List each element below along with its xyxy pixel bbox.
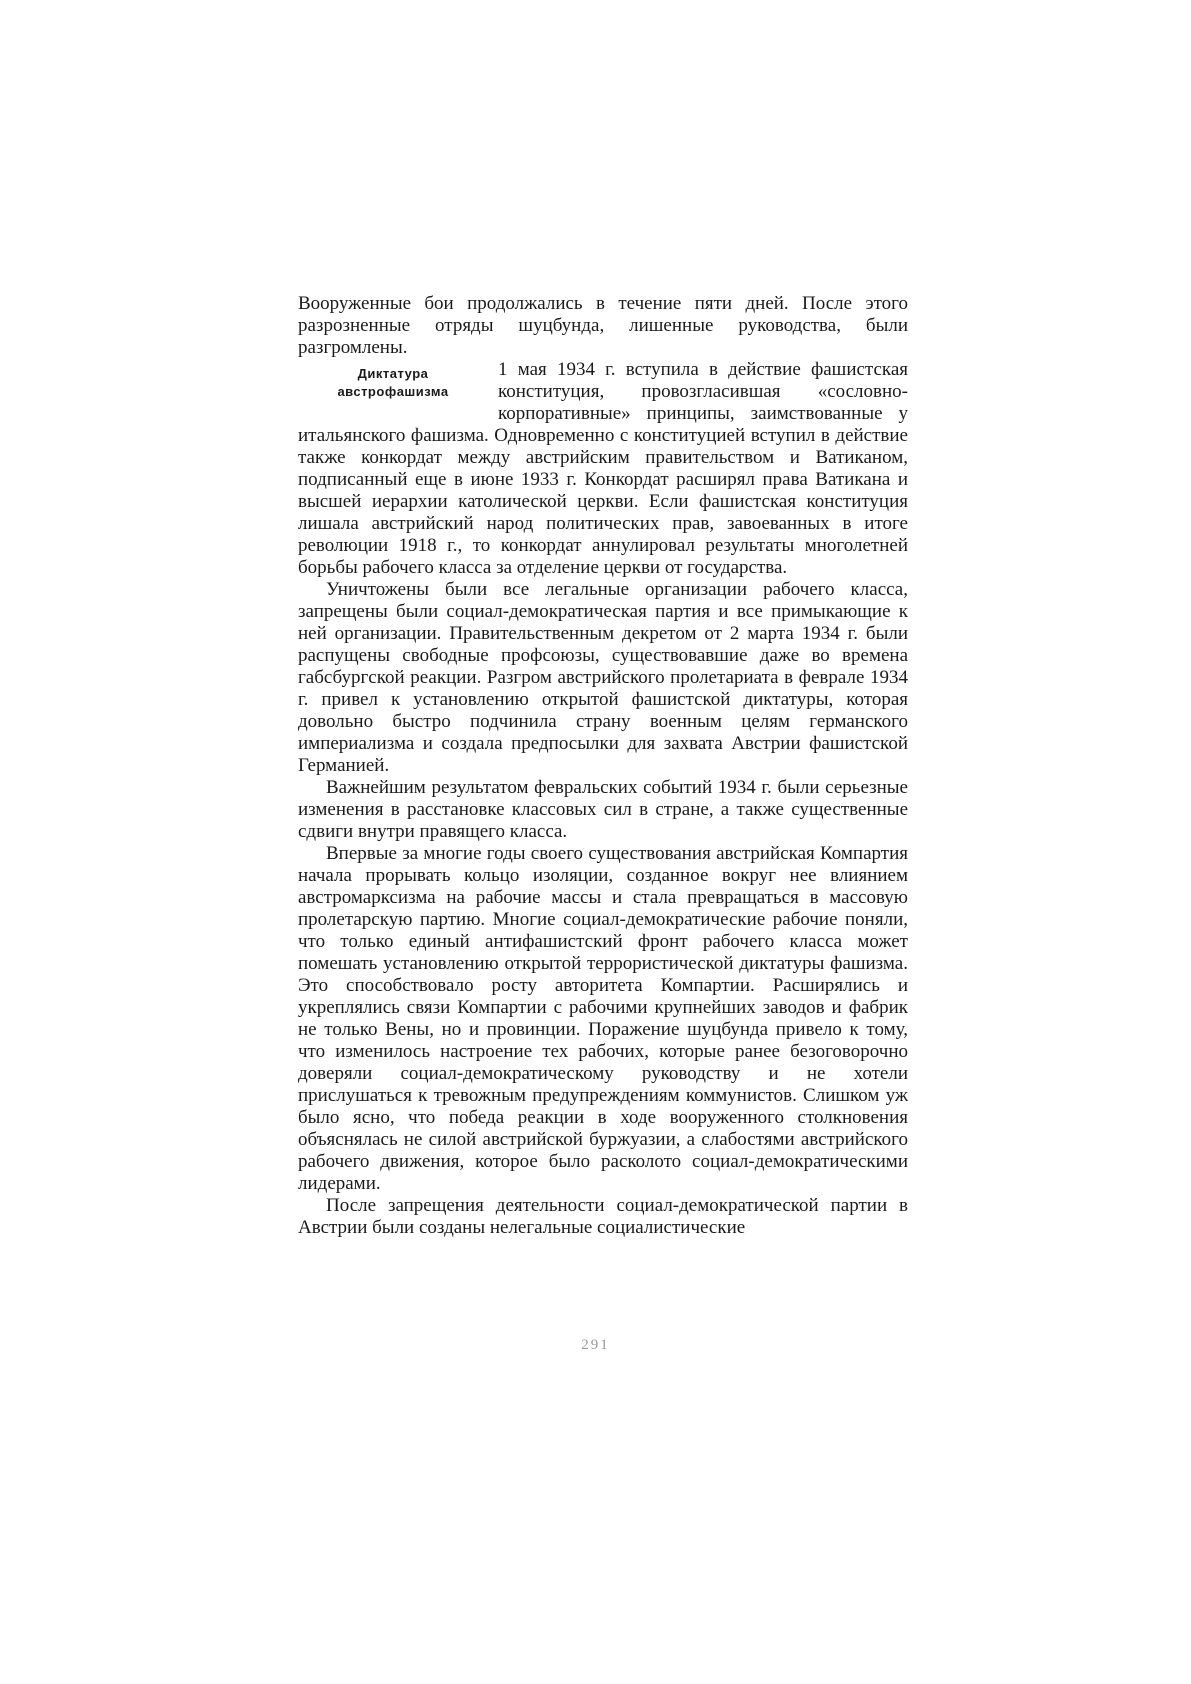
side-heading-line-2: австрофашизма: [337, 384, 449, 399]
intro-paragraph: Вооруженные бои продолжались в течение пяти дней. После этого разрозненные отряды шуцбунда, лишенные руководства, были разгромлены.: [298, 293, 908, 358]
paragraph-organizations: Уничтожены были все легальные организации рабочего класса, запрещены были социал-демократическая партия и все примыкающие к ней организации. Правительственным декретом от 2 марта 1934 г. были распущены свободные профсоюзы, существовавшие даже во времена габсбургской реакции. Разгром австрийского пролетариата в феврале 1934 г. привел к установлению открытой фашистской диктатуры, которая довольно быстро подчинила страну военным целям германского империализма и создала предпосылки для захвата Австрии фашистской Германией.: [298, 579, 908, 776]
paragraph-communist-party: Впервые за многие годы своего существования австрийская Компартия начала прорывать кольцо изоляции, созданное вокруг нее влиянием австромарксизма на рабочие массы и стала превращаться в массовую пролетарскую партию. Многие социал-демократические рабочие поняли, что только единый антифашистский фронт рабочего класса может помешать установлению открытой террористической диктатуры фашизма. Это способствовало росту авторитета Компартии. Расширялись и укреплялись связи Компартии с рабочими крупнейших заводов и фабрик не только Вены, но и провинции. Поражение шуцбунда привело к тому, что изменилось настроение тех рабочих, которые ранее безоговорочно доверяли социал-демократическому руководству и не хотели прислушаться к тревожным предупреждениям коммунистов. Слишком уж было ясно, что победа реакции в ходе вооруженного столкновения объяснялась не силой австрийской буржуазии, а слабостями австрийского рабочего движения, которое было расколото социал-демократическими лидерами.: [298, 843, 908, 1194]
body-text: [298, 293, 908, 1239]
side-heading: [298, 365, 488, 401]
paragraph-results: Важнейшим результатом февральских событий 1934 г. были серьезные изменения в расстановке классовых сил в стране, а также существенные сдвиги внутри правящего класса.: [298, 777, 908, 842]
page-number: 291: [581, 1337, 610, 1353]
paragraph-constitution: 1 мая 1934 г. вступила в действие фашистская конституция, провозгласившая «сословно-корпоративные» принципы, заимствованные у итальянского фашизма. Одновременно с конституцией вступил в действие также конкордат между австрийским правительством и Ватиканом, подписанный еще в июне 1933 г. Конкордат расширял права Ватикана и высшей иерархии католической церкви. Если фашистская конституция лишала австрийский народ политических прав, завоеванных в итоге революции 1918 г., то конкордат аннулировал результаты многолетней борьбы рабочего класса за отделение церкви от государства.: [298, 359, 908, 578]
side-heading-line-1: Диктатура: [357, 366, 429, 381]
paragraph-after-ban: После запрещения деятельности социал-демократической партии в Австрии были созданы нелегальные социалистические: [298, 1195, 908, 1238]
